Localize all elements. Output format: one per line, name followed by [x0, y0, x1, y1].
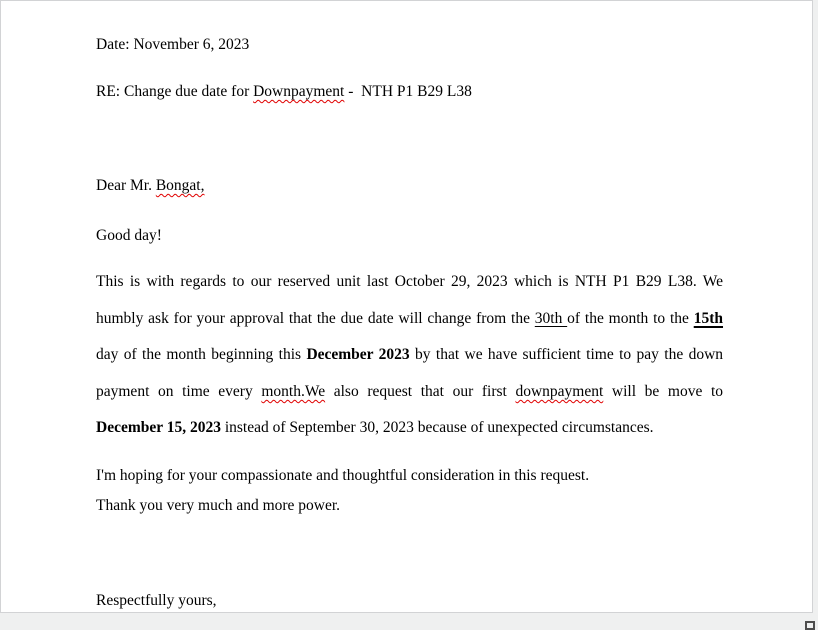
closing-line-1: I'm hoping for your compassionate and thoughtful consideration in this request.	[96, 465, 723, 486]
text-run: December 15, 2023	[96, 419, 221, 436]
text-run: RE: Change due date for	[96, 83, 253, 100]
text-run: December 2023	[306, 346, 409, 363]
body-paragraph	[96, 264, 723, 447]
text-run: 15th	[694, 310, 723, 327]
text-run: also request that our first	[325, 383, 515, 400]
misspelled-text: downpayment	[515, 383, 603, 400]
text-run: This is with regards to our reserved unit last October 29, 2023 which is NTH P1 B29 L38. We	[96, 273, 723, 290]
text-run: - NTH P1 B29 L38	[344, 83, 471, 100]
body-line-3	[96, 337, 723, 374]
text-run: humbly ask for your approval that the due date will change from the	[96, 310, 535, 327]
salutation-line	[96, 175, 723, 196]
greeting-line: Good day!	[96, 225, 723, 246]
text-run: 30th	[535, 310, 567, 327]
text-run: will be move to	[603, 383, 723, 400]
text-run: instead of September 30, 2023 because of unexpected circumstances.	[221, 419, 654, 436]
text-run: Dear Mr.	[96, 177, 156, 194]
text-run: day of the month beginning this	[96, 346, 306, 363]
body-line-2	[96, 301, 723, 338]
date-line: Date: November 6, 2023	[96, 34, 723, 55]
text-run: of the month to the	[567, 310, 694, 327]
misspelled-text: month.We	[261, 383, 325, 400]
body-line-5	[96, 410, 723, 447]
misspelled-text: Downpayment	[253, 83, 344, 100]
subject-line	[96, 81, 723, 102]
closing-line-2: Thank you very much and more power.	[96, 495, 723, 516]
signoff-line: Respectfully yours,	[96, 590, 723, 611]
body-line-1	[96, 264, 723, 301]
scroll-corner-fragment-icon[interactable]	[805, 621, 815, 630]
text-run: by that we have sufficient time to pay the down	[410, 346, 723, 363]
body-line-4	[96, 374, 723, 411]
document-content	[96, 1, 723, 612]
text-run: payment on time every	[96, 383, 261, 400]
misspelled-text: Bongat,	[156, 177, 205, 194]
